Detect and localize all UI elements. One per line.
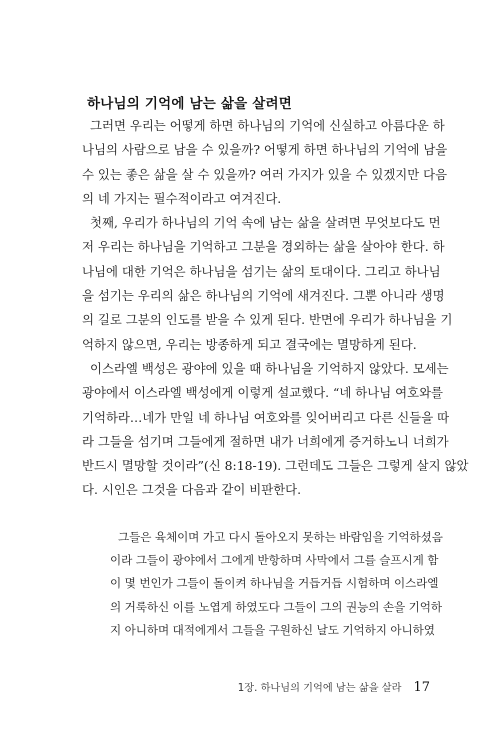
- body-line: 그러면 우리는 어떻게 하면 하나님의 기억에 신실하고 아름다운 하: [90, 118, 445, 133]
- scripture-quote: [110, 526, 443, 642]
- quote-line: 지 아니하며 대적에게서 그들을 구원하신 날도 기억하지 아니하였: [110, 622, 435, 637]
- page-footer: [230, 679, 430, 695]
- running-head: 1장. 하나님의 기억에 남는 삶을 살라: [237, 683, 402, 694]
- section-heading: 하나님의 기억에 남는 삶을 살려면: [87, 96, 292, 112]
- quote-line: 의 거룩하신 이를 노엽게 하였도다 그들이 그의 권능의 손을 기억하: [110, 599, 442, 614]
- quote-line: 그들은 육체이며 가고 다시 돌아오지 못하는 바람임을 기억하셨음: [118, 530, 443, 544]
- body-line: 나님에 대한 기억은 하나님을 섬기는 삶의 토대이다. 그리고 하나님: [82, 263, 441, 279]
- body-line: 을 섬기는 우리의 삶은 하나님의 기억에 새겨진다. 그뿐 아니라 생명: [82, 288, 445, 304]
- body-line: 이스라엘 백성은 광야에 있을 때 하나님을 기억하지 않았다. 모세는: [90, 360, 449, 376]
- body-line: 반드시 멸망할 것이라”(신 8:18-19). 그런데도 그들은 그렇게 살지 않았: [82, 458, 469, 474]
- quote-line: 이라 그들이 광야에서 그에게 반항하며 사막에서 그를 슬프시게 함: [110, 553, 439, 568]
- body-line: 첫째, 우리가 하나님의 기억 속에 남는 삶을 살려면 무엇보다도 먼: [90, 215, 441, 231]
- body-line: 기억하라…네가 만일 네 하나님 여호와를 잊어버리고 다른 신들을 따: [82, 409, 450, 425]
- body-line: 다. 시인은 그것을 다음과 같이 비판한다.: [82, 482, 302, 498]
- body-text: [82, 114, 469, 503]
- quote-line: 이 몇 번인가 그들이 돌이켜 하나님을 거듭거듭 시험하며 이스라엘: [110, 576, 439, 591]
- body-line: 수 있는 좋은 삶을 살 수 있을까? 여러 가지가 있을 수 있겠지만 다음: [82, 166, 448, 182]
- body-line: 라 그들을 섬기며 그들에게 절하면 내가 너희에게 증거하노니 너희가: [82, 433, 449, 449]
- body-line: 나님의 사람으로 남을 수 있을까? 어떻게 하면 하나님의 기억에 남을: [82, 142, 448, 158]
- body-line: 광야에서 이스라엘 백성에게 이렇게 설교했다. “네 하나님 여호와를: [82, 385, 444, 401]
- body-line: 저 우리는 하나님을 기억하고 그분을 경외하는 삶을 살아야 한다. 하: [82, 239, 445, 255]
- body-line: 억하지 않으면, 우리는 방종하게 되고 결국에는 멸망하게 된다.: [82, 336, 417, 352]
- page-number: 17: [413, 680, 430, 695]
- body-line: 의 길로 그분의 인도를 받을 수 있게 된다. 반면에 우리가 하나님을 기: [82, 312, 453, 328]
- body-line: 의 네 가지는 필수적이라고 여겨진다.: [82, 190, 282, 206]
